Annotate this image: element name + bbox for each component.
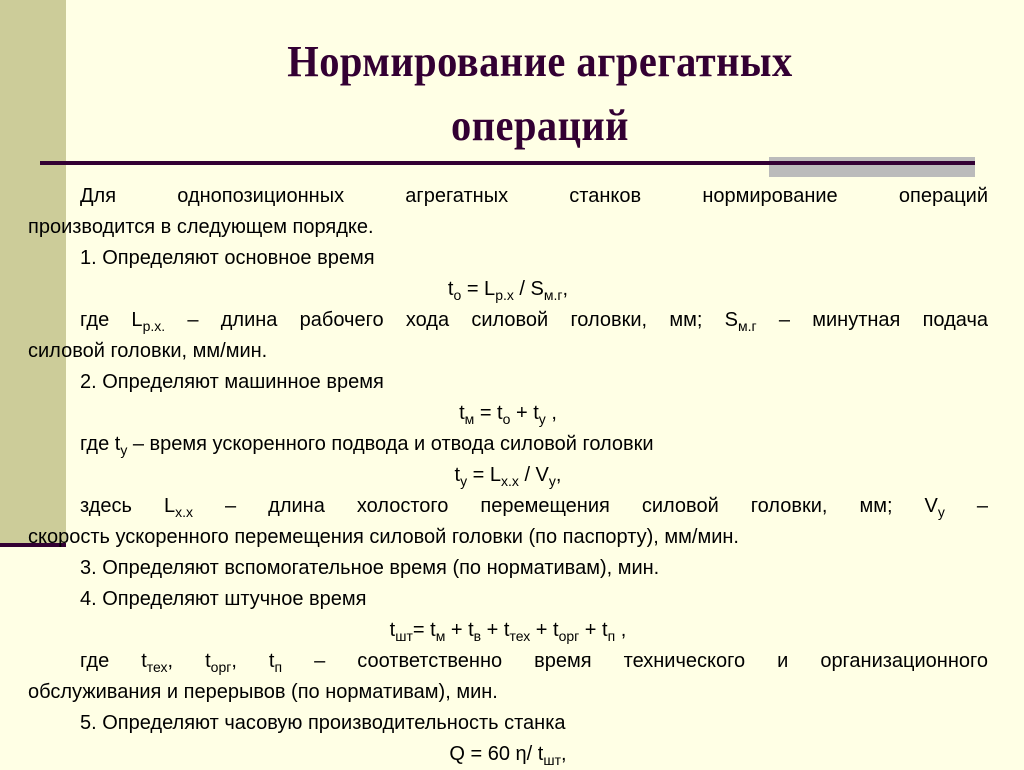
where-3-line-1: здесь $L_{х.х}$ – длина холостого перемещения силовой головки, мм; $V_у$ – xyxy=(80,495,988,520)
step-4: 4. Определяют штучное время xyxy=(80,588,367,610)
intro-line-1: Для однопозиционных агрегатных станков нормирование операций xyxy=(80,185,988,207)
intro-line-2: производится в следующем порядке. xyxy=(28,216,374,238)
where-1-line-1: где $L_{р.х.}$ – длина рабочего хода силовой головки, мм; $S_{м.г}$ – минутная подача xyxy=(80,309,989,334)
gray-accent-bar xyxy=(769,157,975,177)
title-line-2: операций xyxy=(451,101,629,150)
formula-productivity: Q = 60 η/ $t_{шт}$, xyxy=(449,743,567,768)
title-line-1: Нормирование агрегатных xyxy=(287,37,793,86)
slide-title xyxy=(108,30,973,158)
where-2: где $t_у$ – время ускоренного подвода и отвода силовой головки xyxy=(80,433,654,458)
formula-rapid-time: $t_у = L_{х.х} / V_у$, xyxy=(454,464,562,489)
step-2: 2. Определяют машинное время xyxy=(80,371,384,393)
step-1: 1. Определяют основное время xyxy=(80,247,375,269)
formula-main-time: $t_о = L_{р.х} / S_{м.г}$, xyxy=(447,278,569,303)
where-1-line-2: силовой головки, мм/мин. xyxy=(28,340,268,362)
where-4-line-1: где $t_{тех}$, $t_{орг}$, $t_п$ – соответственно время технического и организационного xyxy=(80,650,988,675)
where-3-line-2: скорость ускоренного перемещения силовой головки (по паспорту), мм/мин. xyxy=(28,526,739,548)
title-divider-overlay xyxy=(769,161,975,165)
step-3: 3. Определяют вспомогательное время (по нормативам), мин. xyxy=(80,557,660,579)
where-4-line-2: обслуживания и перерывов (по нормативам), мин. xyxy=(28,681,498,703)
formula-machine-time: $t_м = t_о + t_у$ , xyxy=(459,402,557,427)
slide-body xyxy=(28,181,988,770)
step-5: 5. Определяют часовую производительность станка xyxy=(80,712,566,734)
formula-piece-time: $t_{шт}= t_м + t_в + t_{тех} + t_{орг} + t_п$ , xyxy=(389,619,627,644)
